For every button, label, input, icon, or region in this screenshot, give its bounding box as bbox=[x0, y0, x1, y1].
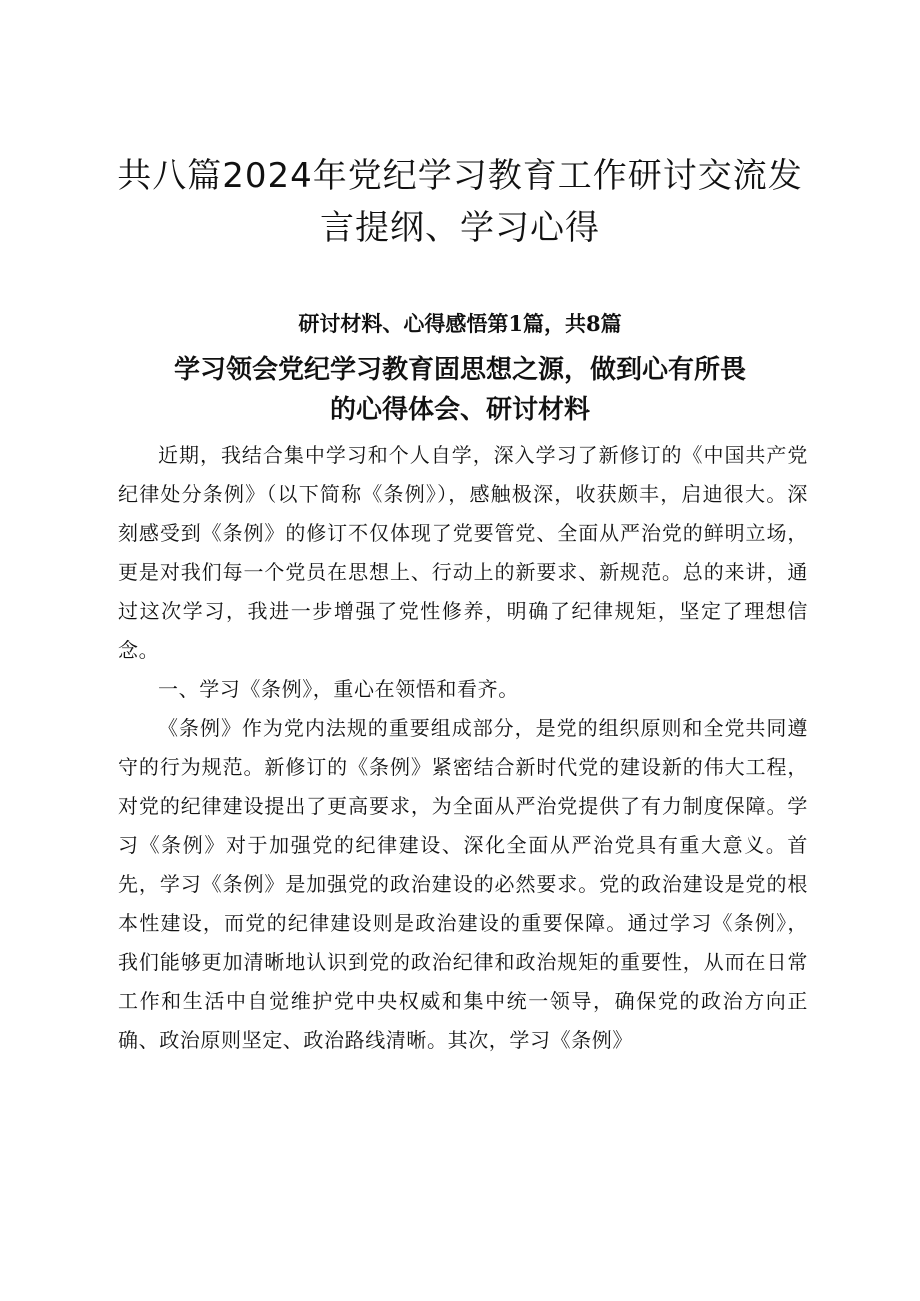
article-title-line-1: 学习领会党纪学习教育固思想之源，做到心有所畏 bbox=[173, 355, 746, 385]
document-title bbox=[100, 150, 820, 254]
section-heading-1: 一、学习《条例》，重心在领悟和看齐。 bbox=[158, 677, 519, 701]
document-title-line-1: 共八篇2024年党纪学习教育工作研讨交流发 bbox=[117, 156, 803, 196]
document-title-line-2: 言提纲、学习心得 bbox=[320, 208, 600, 248]
article-title bbox=[100, 350, 820, 430]
section-subtitle: 研讨材料、心得感悟第1篇，共8篇 bbox=[298, 311, 622, 336]
article-title-line-2: 的心得体会、研讨材料 bbox=[329, 395, 590, 425]
paragraph-section-1: 《条例》作为党内法规的重要组成部分，是党的组织原则和全党共同遵守的行为规范。新修订的《条例》紧密结合新时代党的建设新的伟大工程，对党的纪律建设提出了更高要求，为全面从严治党提供了有力制度保障。学习《条例》对于加强党的纪律建设、深化全面从严治党具有重大意义。首先，学习《条例》是加强党的政治建设的必然要求。党的政治建设是党的根本性建设，而党的纪律建设则是政治建设的重要保障。通过学习《条例》，我们能够更加清晰地认识到党的政治纪律和政治规矩的重要性，从而在日常工作和生活中自觉维护党中央权威和集中统一领导，确保党的政治方向正确、政治原则坚定、政治路线清晰。其次，学习《条例》 bbox=[118, 716, 808, 1052]
article-body bbox=[118, 436, 808, 1060]
paragraph-intro: 近期，我结合集中学习和个人自学，深入学习了新修订的《中国共产党纪律处分条例》（以下简称《条例》），感触极深，收获颇丰，启迪很大。深刻感受到《条例》的修订不仅体现了党要管党、全面从严治党的鲜明立场，更是对我们每一个党员在思想上、行动上的新要求、新规范。总的来讲，通过这次学习，我进一步增强了党性修养，明确了纪律规矩，坚定了理想信念。 bbox=[118, 443, 808, 662]
